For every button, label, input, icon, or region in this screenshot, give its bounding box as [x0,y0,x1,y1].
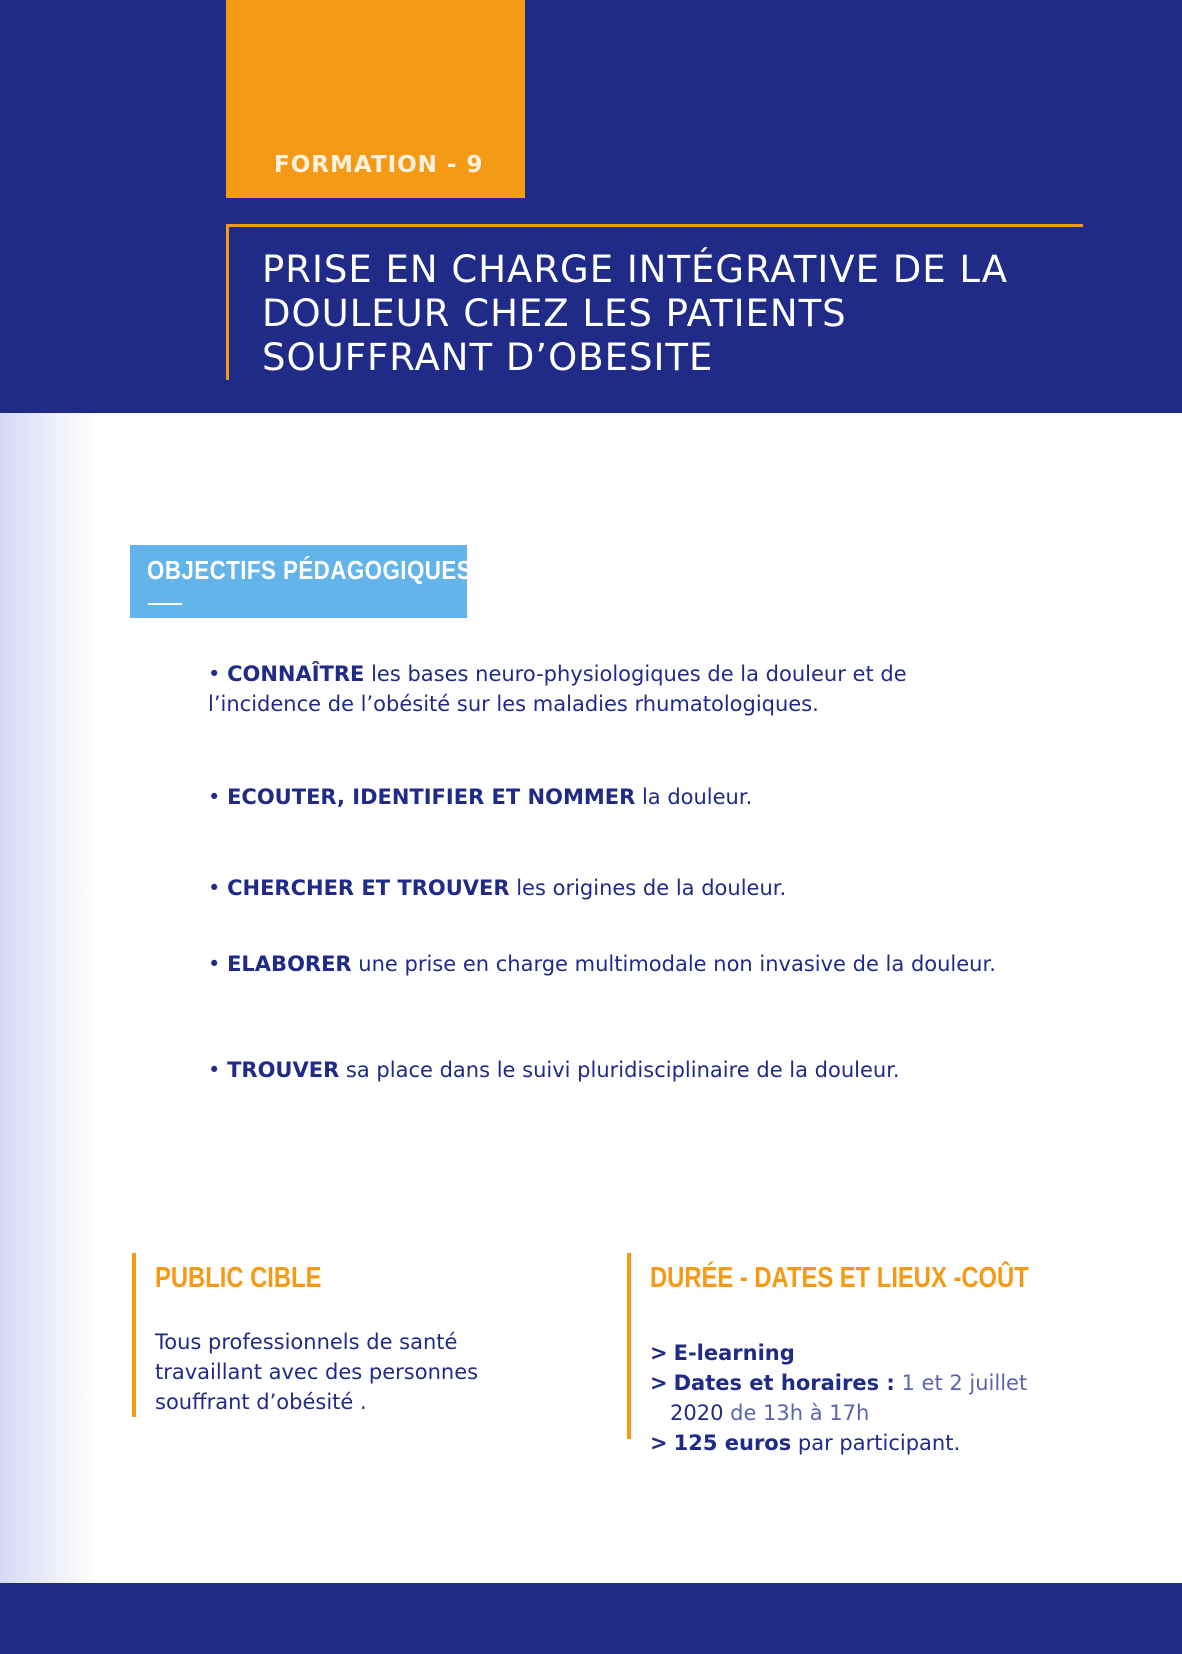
elearning-label: E-learning [673,1341,795,1365]
title-line: PRISE EN CHARGE INTÉGRATIVE DE LA [262,248,1009,291]
objective-item [208,659,968,719]
title-line: SOUFFRANT D’OBESITE [262,336,714,379]
details-list [650,1338,1070,1458]
objectives-heading: OBJECTIFS PÉDAGOGIQUES [147,555,473,585]
formation-number: FORMATION - 9 [274,152,484,178]
objective-keyword: TROUVER [227,1058,340,1082]
title-rule-horizontal [226,224,1083,227]
objective-text: une prise en charge multimodale non invasive de la douleur. [351,952,996,976]
dates-value: 1 et 2 juillet [894,1371,1028,1395]
objective-text: la douleur. [635,785,753,809]
objective-keyword: CONNAÎTRE [227,662,365,686]
title-rule-vertical [226,224,229,380]
header-band [0,0,1182,413]
objective-item [208,1055,1108,1085]
title-line: DOULEUR CHEZ LES PATIENTS [262,292,847,335]
details-section-bar [627,1253,631,1439]
dates-year: 2020 [670,1401,724,1425]
bullet: • [208,876,221,900]
bullet: • [208,1058,221,1082]
objective-item [208,873,1108,903]
objective-keyword: ELABORER [227,952,352,976]
heading-underline [148,603,182,605]
public-section-bar [132,1253,136,1417]
public-heading: PUBLIC CIBLE [155,1262,322,1294]
arrow-marker: > [650,1431,668,1455]
arrow-marker: > [650,1371,668,1395]
public-text: Tous professionnels de santé travaillant avec des personnes souffrant d’obésité . [155,1330,479,1414]
price-value: 125 euros [673,1431,792,1455]
footer-band [0,1583,1182,1654]
bullet: • [208,952,221,976]
price-text: par participant. [791,1431,961,1455]
list-item [650,1338,1070,1368]
objectives-heading-badge [130,545,473,618]
details-heading: DURÉE - DATES ET LIEUX -COÛT [650,1262,1029,1294]
arrow-marker: > [650,1341,668,1365]
list-item [650,1428,1070,1458]
objective-text: les origines de la douleur. [509,876,787,900]
objective-item [208,782,1108,812]
page-title [262,248,1102,380]
objective-text: sa place dans le suivi pluridisciplinaire de la douleur. [339,1058,900,1082]
bullet: • [208,662,221,686]
objective-keyword: ECOUTER, IDENTIFIER ET NOMMER [227,785,636,809]
objective-keyword: CHERCHER ET TROUVER [227,876,510,900]
objective-text: les bases neuro-physiologiques de la douleur et de l’incidence de l’obésité sur les maladies rhumatologiques. [208,662,907,716]
dates-hours: de 13h à 17h [723,1401,870,1425]
list-item [650,1368,1070,1428]
objective-item [208,949,1108,979]
side-gradient [0,413,95,1583]
bullet: • [208,785,221,809]
dates-label: Dates et horaires : [673,1371,895,1395]
formation-tab [226,0,525,198]
